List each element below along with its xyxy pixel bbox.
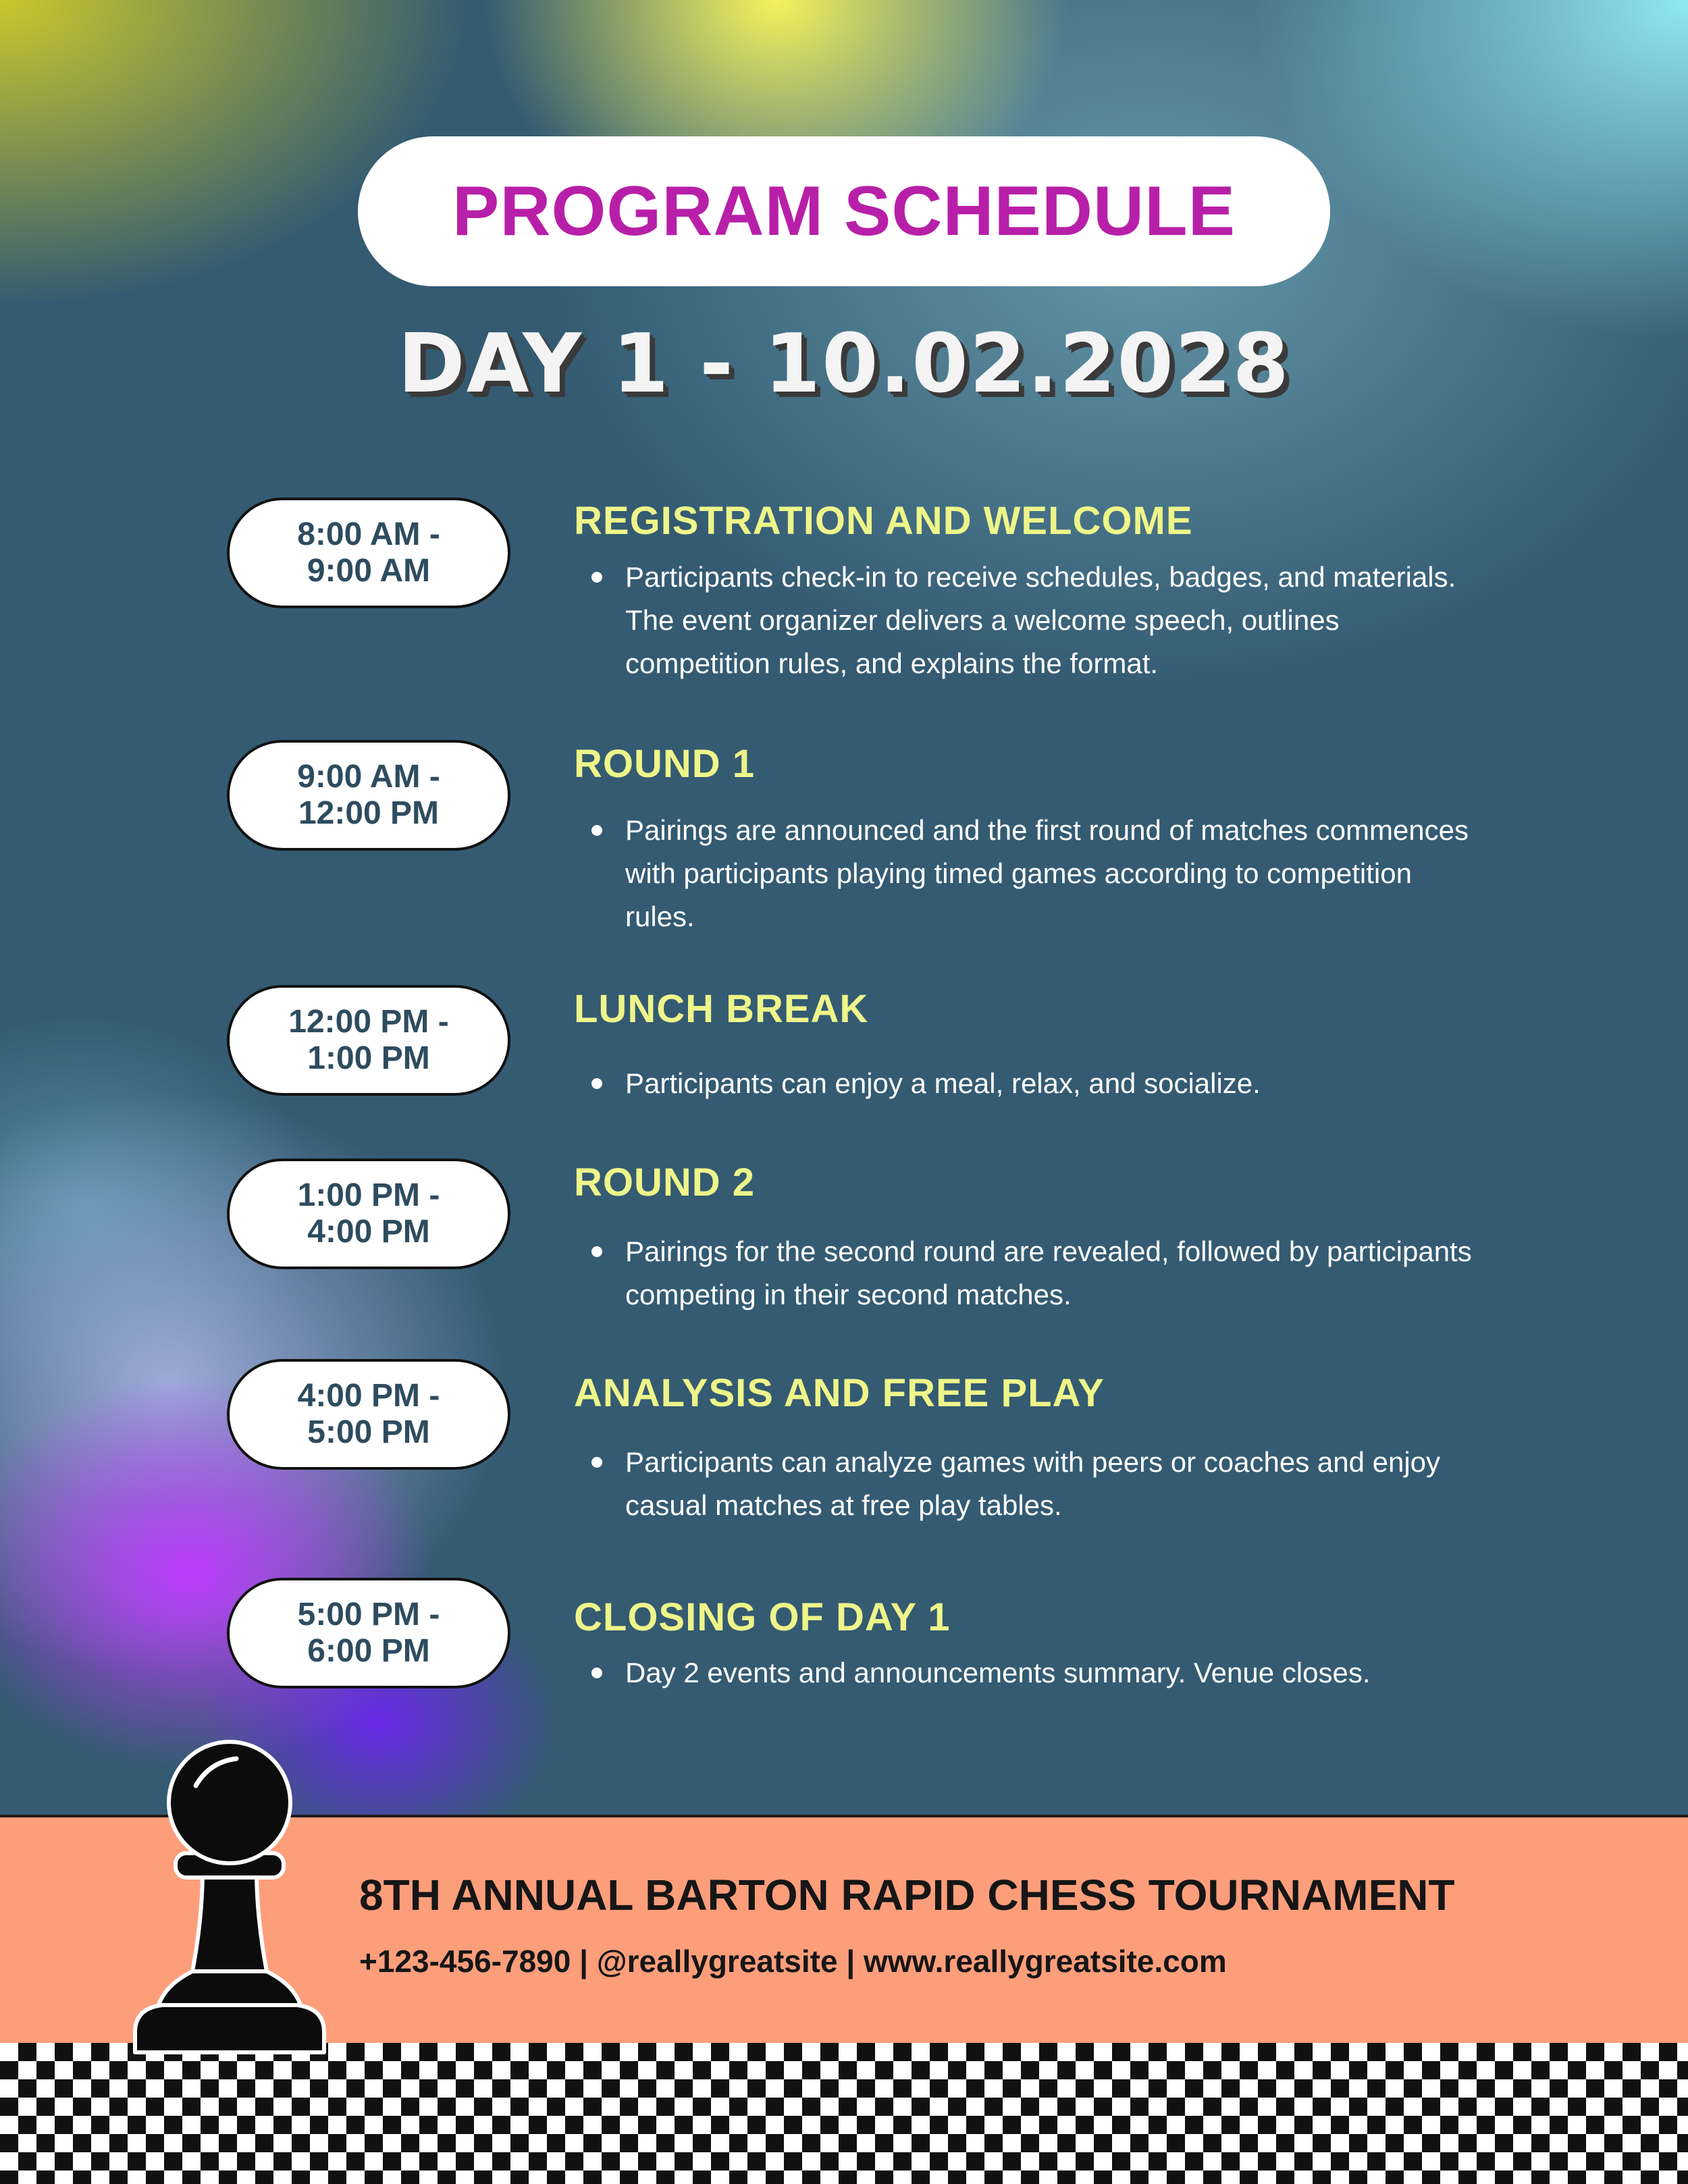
- event-title: ANALYSIS AND FREE PLAY: [574, 1371, 1105, 1415]
- bullet-icon: [591, 1668, 602, 1678]
- event-title: REGISTRATION AND WELCOME: [574, 499, 1193, 543]
- event-description: Pairings for the second round are revealed, followed by participants competing in their second matches.: [625, 1235, 1472, 1310]
- page-title: PROGRAM SCHEDULE: [452, 171, 1236, 250]
- contact-info: +123-456-7890 | @reallygreatsite | www.reallygreatsite.com: [359, 1944, 1227, 1979]
- day-heading: DAY 1 - 10.02.2028: [398, 317, 1290, 411]
- time-badge: [227, 1158, 510, 1269]
- time-badge: [227, 1359, 510, 1470]
- event-title: ROUND 2: [574, 1161, 756, 1204]
- title-banner: [358, 136, 1330, 286]
- time-end: 5:00 PM: [307, 1414, 430, 1450]
- time-start: 12:00 PM -: [288, 1004, 449, 1040]
- time-badge: [227, 1578, 510, 1688]
- event-description: Participants can enjoy a meal, relax, and socialize.: [625, 1067, 1261, 1099]
- chess-pawn-icon: [128, 1735, 331, 2073]
- event-title: LUNCH BREAK: [574, 987, 869, 1031]
- time-end: 4:00 PM: [307, 1214, 430, 1250]
- time-start: 1:00 PM -: [297, 1177, 440, 1213]
- time-start: 9:00 AM -: [297, 759, 440, 795]
- bullet-icon: [591, 1078, 602, 1089]
- time-start: 5:00 PM -: [297, 1597, 440, 1632]
- time-badge: [227, 985, 510, 1096]
- time-end: 1:00 PM: [307, 1040, 430, 1076]
- time-end: 6:00 PM: [307, 1633, 430, 1669]
- time-end: 12:00 PM: [298, 795, 440, 831]
- event-name: 8TH ANNUAL BARTON RAPID CHESS TOURNAMENT: [359, 1871, 1455, 1919]
- bullet-icon: [591, 825, 602, 836]
- time-badge: [227, 498, 510, 608]
- event-description: Participants check-in to receive schedules, badges, and materials. The event organizer delivers a welcome speech, outlines competition rules, and explains the format.: [625, 561, 1456, 679]
- event-description: Participants can analyze games with peers or coaches and enjoy casual matches at free play tables.: [625, 1446, 1441, 1521]
- event-description: Day 2 events and announcements summary. Venue closes.: [625, 1657, 1371, 1688]
- event-description: Pairings are announced and the first round of matches commences with participants playing timed games according to competition rules.: [625, 814, 1469, 932]
- event-title: CLOSING OF DAY 1: [574, 1595, 951, 1639]
- time-start: 4:00 PM -: [297, 1378, 440, 1414]
- time-badge: [227, 740, 510, 851]
- bullet-icon: [591, 572, 602, 583]
- bullet-icon: [591, 1457, 602, 1468]
- time-start: 8:00 AM -: [297, 516, 440, 552]
- time-end: 9:00 AM: [307, 553, 431, 589]
- event-title: ROUND 1: [574, 742, 756, 786]
- bullet-icon: [591, 1246, 602, 1257]
